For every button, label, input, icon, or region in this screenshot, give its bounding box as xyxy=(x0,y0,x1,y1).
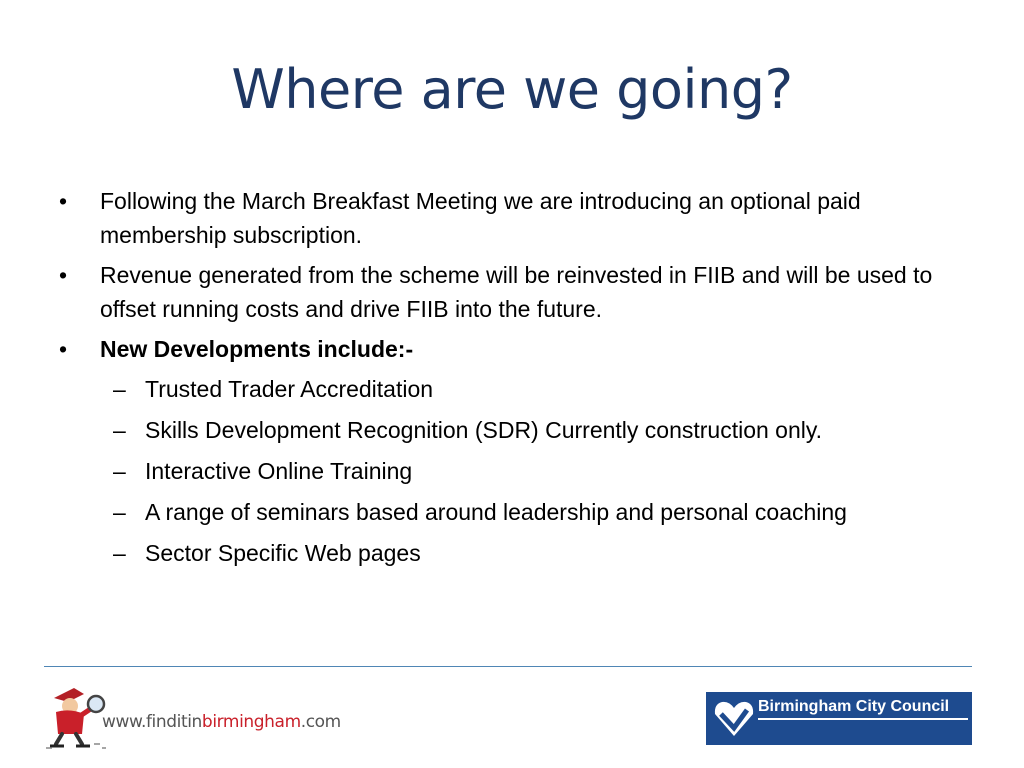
finditinbirmingham-logo xyxy=(44,684,341,750)
bullet-text: New Developments include:- xyxy=(100,336,414,362)
bullet-glyph: • xyxy=(59,336,68,362)
dash-glyph: – xyxy=(113,376,126,402)
dash-glyph: – xyxy=(113,417,126,443)
bullet-item xyxy=(57,184,967,252)
slide-title: Where are we going? xyxy=(231,58,793,121)
sub-bullet-item xyxy=(57,372,967,406)
birmingham-city-council-logo xyxy=(706,692,972,745)
detective-icon xyxy=(44,684,106,750)
council-name: Birmingham City Council xyxy=(758,698,950,715)
bullet-text: Following the March Breakfast Meeting we are introducing an optional paid membership subscription. xyxy=(100,188,861,248)
bullet-glyph: • xyxy=(59,188,68,214)
sub-bullet-item xyxy=(57,536,967,570)
sub-bullet-text: Interactive Online Training xyxy=(145,458,413,484)
dash-glyph: – xyxy=(113,540,126,566)
bullet-item xyxy=(57,332,967,366)
council-underline xyxy=(758,718,968,720)
sub-bullet-item xyxy=(57,413,967,447)
sub-bullet-text: Skills Development Recognition (SDR) Currently construction only. xyxy=(145,417,823,443)
bullet-glyph: • xyxy=(59,262,68,288)
slide-content xyxy=(57,184,967,577)
bullet-item xyxy=(57,258,967,326)
council-heart-icon xyxy=(712,698,756,738)
dash-glyph: – xyxy=(113,499,126,525)
sub-bullet-item xyxy=(57,495,967,529)
bullet-text: Revenue generated from the scheme will be reinvested in FIIB and will be used to offset running costs and drive FIIB into the future. xyxy=(100,262,933,322)
dash-glyph: – xyxy=(113,458,126,484)
sub-bullet-text: Sector Specific Web pages xyxy=(145,540,421,566)
sub-bullet-text: A range of seminars based around leadership and personal coaching xyxy=(145,499,847,525)
sub-bullet-item xyxy=(57,454,967,488)
sub-bullet-text: Trusted Trader Accreditation xyxy=(145,376,434,402)
footer-divider xyxy=(44,666,972,667)
logo-url-text: www.finditinbirmingham.com xyxy=(102,712,341,732)
